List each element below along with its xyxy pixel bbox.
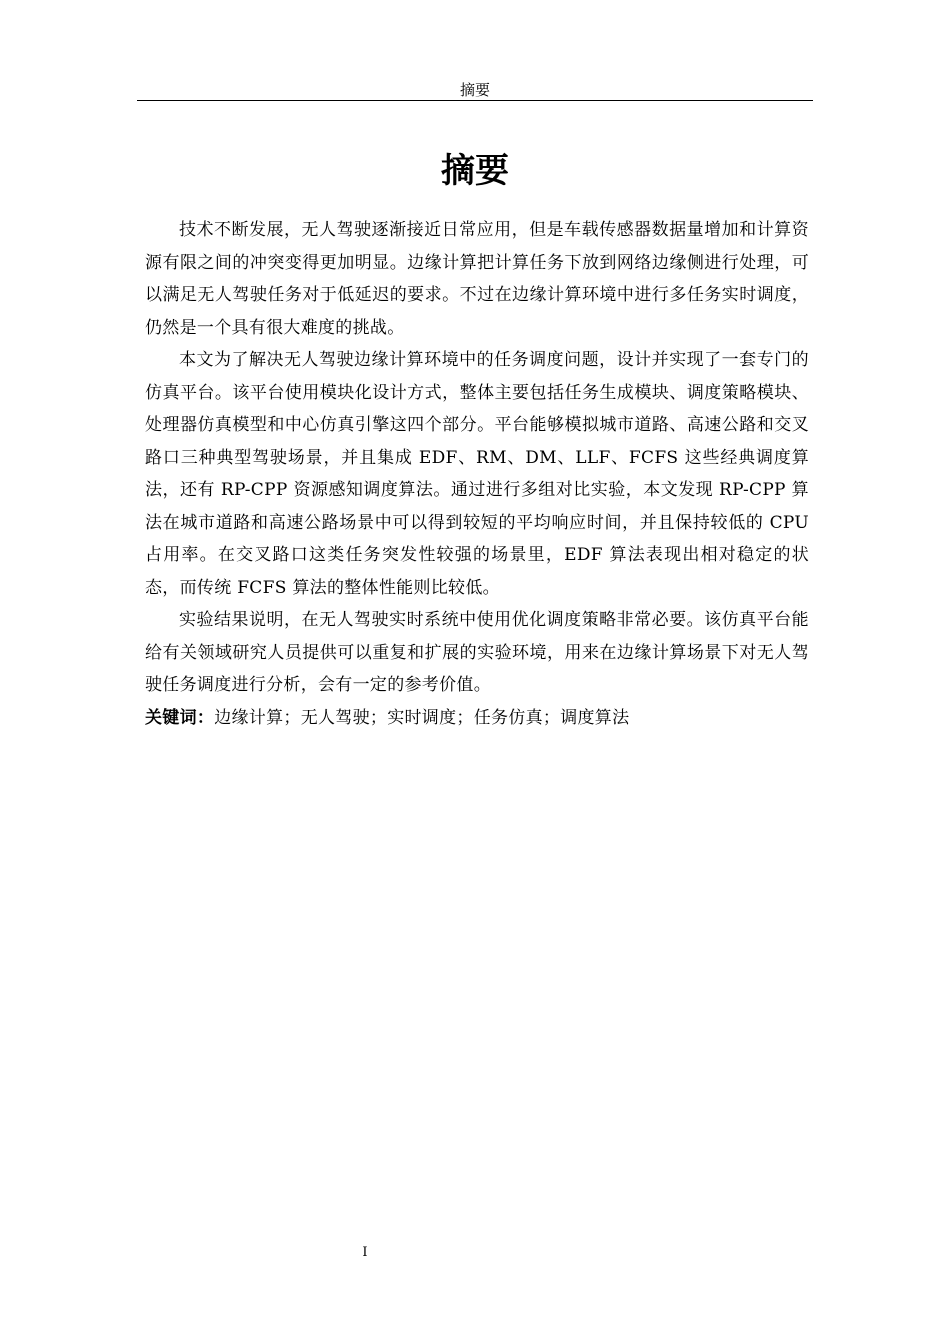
page-number: I bbox=[362, 1245, 368, 1260]
header-rule bbox=[137, 100, 813, 101]
abstract-body bbox=[145, 214, 809, 734]
page-title: 摘要 bbox=[441, 151, 509, 191]
running-header: 摘要 bbox=[459, 81, 490, 99]
keywords-label: 关键词： bbox=[145, 707, 215, 728]
abstract-paragraph-1: 技术不断发展，无人驾驶逐渐接近日常应用，但是车载传感器数据量增加和计算资源有限之间的冲突变得更加明显。边缘计算把计算任务下放到网络边缘侧进行处理，可以满足无人驾驶任务对于低延迟的要求。不过在边缘计算环境中进行多任务实时调度，仍然是一个具有很大难度的挑战。 bbox=[145, 220, 809, 338]
abstract-paragraph-3: 实验结果说明，在无人驾驶实时系统中使用优化调度策略非常必要。该仿真平台能给有关领域研究人员提供可以重复和扩展的实验环境，用来在边缘计算场景下对无人驾驶任务调度进行分析，会有一定的参考价值。 bbox=[145, 610, 809, 695]
keywords-text: 边缘计算；无人驾驶；实时调度；任务仿真；调度算法 bbox=[214, 707, 630, 728]
abstract-paragraph-2: 本文为了解决无人驾驶边缘计算环境中的任务调度问题，设计并实现了一套专门的仿真平台。该平台使用模块化设计方式，整体主要包括任务生成模块、调度策略模块、处理器仿真模型和中心仿真引擎这四个部分。平台能够模拟城市道路、高速公路和交叉路口三种典型驾驶场景，并且集成 EDF、RM、DM、LLF、FCFS 这些经典调度算法，还有 RP-CPP 资源感知调度算法。通过进行多组对比实验，本文发现 RP-CPP 算法在城市道路和高速公路场景中可以得到较短的平均响应时间，并且保持较低的 CPU 占用率。在交叉路口这类任务突发性较强的场景里，EDF 算法表现出相对稳定的状态，而传统 FCFS 算法的整体性能则比较低。 bbox=[145, 350, 809, 598]
keywords-line bbox=[145, 702, 809, 734]
